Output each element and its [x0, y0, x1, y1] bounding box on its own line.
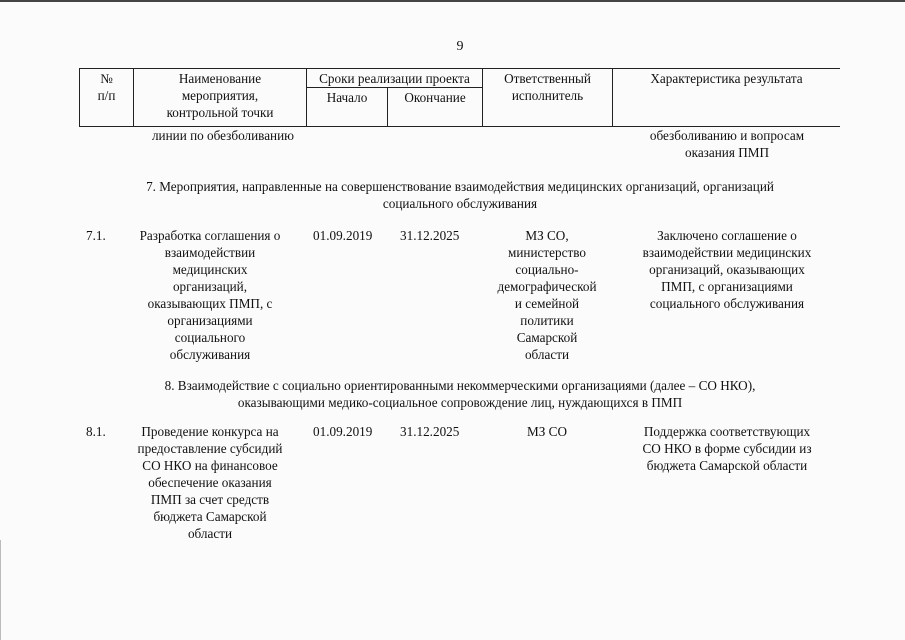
- header-end: Окончание: [404, 90, 466, 105]
- continuation-result: обезболиванию и вопросам оказания ПМП: [649, 128, 805, 160]
- header-terms: Сроки реализации проекта: [319, 71, 470, 86]
- header-name: Наименование мероприятия, контрольной точки: [166, 71, 274, 120]
- row-7-1-end: 31.12.2025: [400, 228, 460, 243]
- scan-edge: [0, 540, 1, 640]
- row-7-1-start: 01.09.2019: [313, 228, 373, 243]
- row-7-1-num: 7.1.: [86, 228, 106, 243]
- row-8-1-result: Поддержка соответствующих СО НКО в форме субсидии из бюджета Самарской области: [642, 424, 812, 473]
- section-7-title: 7. Мероприятия, направленные на совершенствование взаимодействия медицинских организаций, организаций социального обслуживания: [146, 179, 774, 211]
- header-start: Начало: [326, 90, 368, 105]
- continuation-name: линии по обезболиванию: [151, 128, 295, 143]
- header-result: Характеристика результата: [650, 71, 803, 86]
- row-8-1-start: 01.09.2019: [313, 424, 373, 439]
- top-border: [0, 0, 905, 2]
- row-8-1-num: 8.1.: [86, 424, 106, 439]
- divider: [306, 87, 482, 88]
- header-num: № п/п: [97, 71, 116, 103]
- row-8-1-responsible: МЗ СО: [527, 424, 567, 439]
- row-7-1-name: Разработка соглашения о взаимодействии медицинских организаций, оказывающих ПМП, с организациями социального обслуживания: [139, 228, 281, 362]
- row-7-1-result: Заключено соглашение о взаимодействии медицинских организаций, оказывающих ПМП, с организациями социального обслуживания: [642, 228, 812, 311]
- section-8-title: 8. Взаимодействие с социально ориентированными некоммерческими организациями (далее – СО НКО), оказывающими медико-социальное сопровождение лиц, нуждающихся в ПМП: [164, 378, 756, 410]
- row-8-1-end: 31.12.2025: [400, 424, 460, 439]
- row-8-1-name: Проведение конкурса на предоставление субсидий СО НКО на финансовое обеспечение оказания ПМП за счет средств бюджета Самарской области: [137, 424, 283, 541]
- row-7-1-responsible: МЗ СО, министерство социально- демографической и семейной политики Самарской области: [497, 228, 597, 362]
- page-number: 9: [456, 39, 464, 54]
- table-header: [79, 68, 840, 127]
- header-responsible: Ответственный исполнитель: [504, 71, 591, 103]
